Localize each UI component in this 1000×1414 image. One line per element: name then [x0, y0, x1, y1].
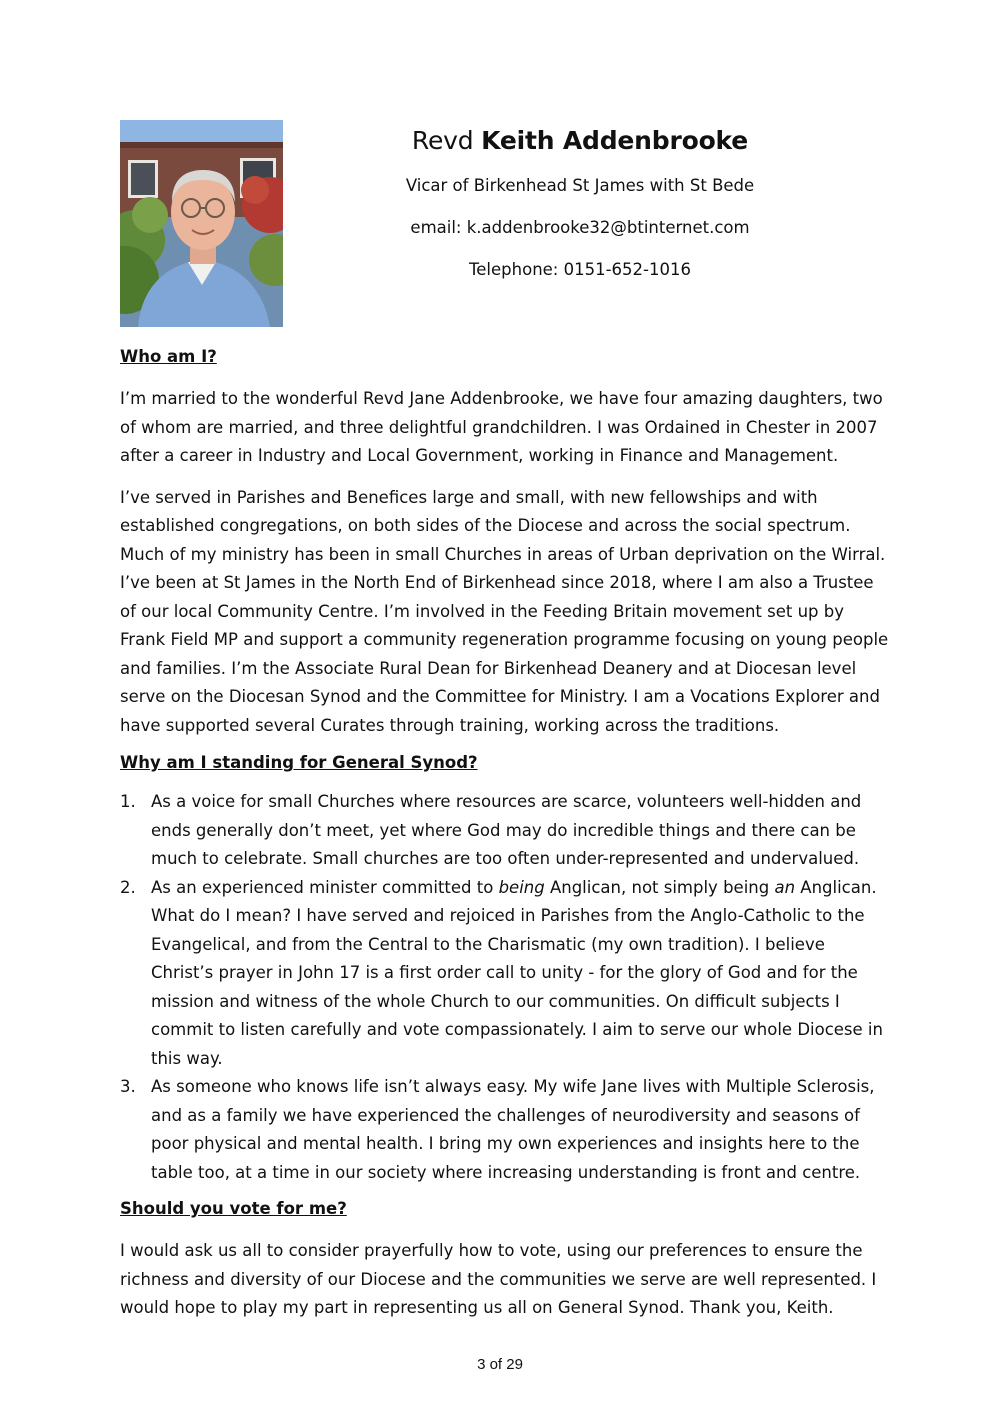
who-paragraph-2: I’ve served in Parishes and Benefices large and small, with new fellowships and with established congregations, on both sides of the Diocese and across the social spectrum. Much of my ministry has been in small Churches in areas of Urban deprivation on the Wirral. I’ve been at St James in the North End of Birkenhead since 2018, where I am also a Trustee of our local Community Centre. I’m involved in the Feeding Britain movement set up by Frank Field MP and support a community regeneration programme focusing on young people and families. I’m the Associate Rural Dean for Birkenhead Deanery and at Diocesan level serve on the Diocesan Synod and the Committee for Ministry. I am a Vocations Explorer and have supported several Curates through training, working across the traditions. [120, 487, 889, 735]
emphasis-being: being [498, 877, 545, 897]
list-item-text: As someone who knows life isn’t always easy. My wife Jane lives with Multiple Sclerosis, and as a family we have experienced the challenges of neurodiversity and seasons of poor physical and mental health. I bring my own experiences and insights here to the table too, at a time in our society where increasing understanding is front and centre. [151, 1077, 875, 1182]
list-item-number: 1. [120, 792, 136, 811]
statement-body [120, 346, 890, 1323]
name-prefix: Revd [411, 126, 474, 155]
list-item-text: As a voice for small Churches where resources are scarce, volunteers well-hidden and ends generally don’t meet, yet where God may do incredible things and there can be much to celebrate. Small churches are too often under-represented and undervalued. [151, 792, 862, 868]
emphasis-an: an [774, 877, 796, 897]
candidate-header [380, 124, 780, 301]
section-heading-why: Why am I standing for General Synod? [120, 753, 478, 772]
candidate-name [380, 124, 780, 158]
candidate-role: Vicar of Birkenhead St James with St Bede [405, 176, 755, 195]
section-heading-vote: Should you vote for me? [120, 1199, 347, 1218]
reasons-list [120, 788, 890, 1187]
list-item-text-c: Anglican. What do I mean? I have served and rejoiced in Parishes from the Anglo-Catholic to the Evangelical, and from the Central to the Charismatic (my own tradition). I believe Christ’s prayer in John 17 is a first order call to unity - for the glory of God and for the mission and witness of the whole Church to our communities. On difficult subjects I commit to listen carefully and vote compassionately. I aim to serve our whole Diocese in this way. [151, 877, 883, 1068]
list-item-number: 3. [120, 1077, 136, 1096]
portrait-photo [120, 120, 283, 327]
page-number: 3 of 29 [477, 1356, 523, 1373]
candidate-telephone: Telephone: 0151-652-1016 [469, 260, 691, 279]
list-item [120, 1073, 890, 1187]
who-paragraph-1: I’m married to the wonderful Revd Jane Addenbrooke, we have four amazing daughters, two of whom are married, and three delightful grandchildren. I was Ordained in Chester in 2007 after a career in Industry and Local Government, working in Finance and Management. [120, 389, 883, 465]
section-heading-who: Who am I? [120, 347, 217, 366]
list-item [120, 788, 890, 874]
candidate-email: email: k.addenbrooke32@btinternet.com [410, 218, 750, 237]
list-item-text-b: Anglican, not simply being [544, 877, 775, 897]
name-bold: Keith Addenbrooke [481, 126, 749, 155]
list-item-number: 2. [120, 877, 136, 897]
vote-paragraph: I would ask us all to consider prayerfully how to vote, using our preferences to ensure the richness and diversity of our Diocese and the communities we serve are well represented. I would hope to play my part in representing us all on General Synod. Thank you, Keith. [120, 1241, 877, 1317]
list-item-text-a: As an experienced minister committed to [151, 877, 499, 897]
list-item [120, 874, 890, 1074]
